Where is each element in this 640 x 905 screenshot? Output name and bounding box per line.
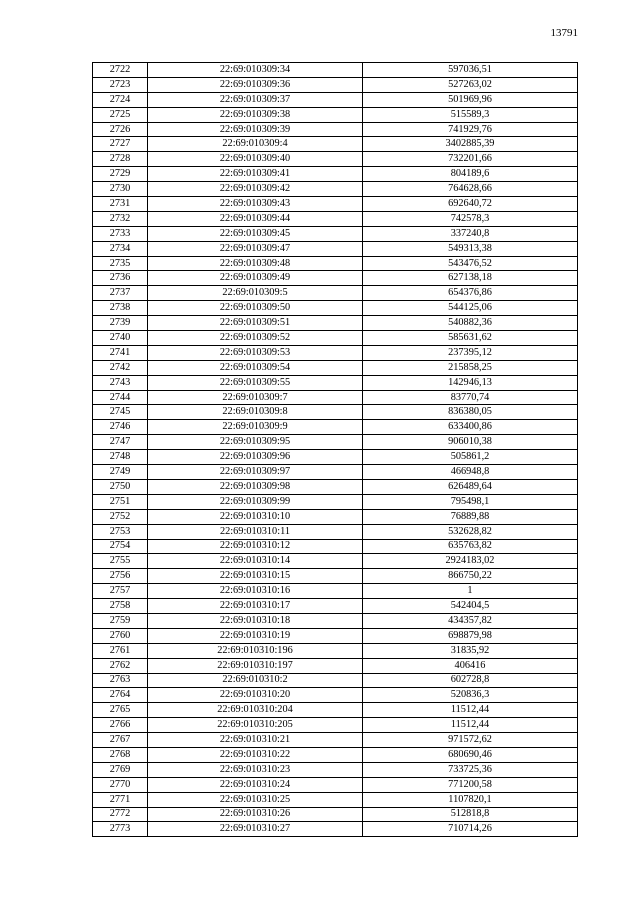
table-row <box>93 256 578 271</box>
table-row <box>93 92 578 107</box>
cadastral-value-cell: 215858,25 <box>363 360 578 375</box>
cadastral-value-cell: 764628,66 <box>363 182 578 197</box>
row-number-cell: 2745 <box>93 405 148 420</box>
cadastral-number-cell: 22:69:010309:38 <box>148 107 363 122</box>
cadastral-number-cell: 22:69:010310:196 <box>148 643 363 658</box>
row-number-cell: 2772 <box>93 807 148 822</box>
cadastral-value-cell: 1 <box>363 584 578 599</box>
cadastral-value-cell: 906010,38 <box>363 435 578 450</box>
cadastral-number-cell: 22:69:010310:25 <box>148 792 363 807</box>
cadastral-number-cell: 22:69:010309:8 <box>148 405 363 420</box>
row-number-cell: 2773 <box>93 822 148 837</box>
cadastral-value-cell: 733725,36 <box>363 762 578 777</box>
row-number-cell: 2760 <box>93 628 148 643</box>
cadastral-value-cell: 627138,18 <box>363 271 578 286</box>
cadastral-number-cell: 22:69:010310:12 <box>148 539 363 554</box>
row-number-cell: 2762 <box>93 658 148 673</box>
row-number-cell: 2742 <box>93 360 148 375</box>
table-row <box>93 703 578 718</box>
cadastral-number-cell: 22:69:010309:41 <box>148 167 363 182</box>
cadastral-value-cell: 795498,1 <box>363 494 578 509</box>
row-number-cell: 2726 <box>93 122 148 137</box>
cadastral-value-cell: 540882,36 <box>363 316 578 331</box>
cadastral-value-cell: 505861,2 <box>363 450 578 465</box>
table-row <box>93 420 578 435</box>
table-row <box>93 316 578 331</box>
table-row <box>93 688 578 703</box>
cadastral-number-cell: 22:69:010310:23 <box>148 762 363 777</box>
table-row <box>93 152 578 167</box>
cadastral-value-cell: 602728,8 <box>363 673 578 688</box>
row-number-cell: 2755 <box>93 554 148 569</box>
cadastral-number-cell: 22:69:010309:52 <box>148 331 363 346</box>
table-row <box>93 137 578 152</box>
row-number-cell: 2735 <box>93 256 148 271</box>
cadastral-value-cell: 542404,5 <box>363 599 578 614</box>
table-row <box>93 539 578 554</box>
table-body <box>93 63 578 837</box>
cadastral-number-cell: 22:69:010309:4 <box>148 137 363 152</box>
cadastral-value-cell: 597036,51 <box>363 63 578 78</box>
cadastral-number-cell: 22:69:010310:14 <box>148 554 363 569</box>
row-number-cell: 2750 <box>93 479 148 494</box>
row-number-cell: 2741 <box>93 345 148 360</box>
table-row <box>93 435 578 450</box>
cadastral-number-cell: 22:69:010310:26 <box>148 807 363 822</box>
cadastral-number-cell: 22:69:010309:51 <box>148 316 363 331</box>
row-number-cell: 2756 <box>93 569 148 584</box>
cadastral-number-cell: 22:69:010310:17 <box>148 599 363 614</box>
row-number-cell: 2761 <box>93 643 148 658</box>
table-row <box>93 226 578 241</box>
cadastral-value-cell: 543476,52 <box>363 256 578 271</box>
cadastral-value-cell: 654376,86 <box>363 286 578 301</box>
cadastral-value-cell: 2924183,02 <box>363 554 578 569</box>
cadastral-number-cell: 22:69:010309:55 <box>148 375 363 390</box>
cadastral-number-cell: 22:69:010310:20 <box>148 688 363 703</box>
cadastral-value-cell: 771200,58 <box>363 777 578 792</box>
cadastral-number-cell: 22:69:010310:205 <box>148 718 363 733</box>
cadastral-number-cell: 22:69:010310:204 <box>148 703 363 718</box>
row-number-cell: 2767 <box>93 733 148 748</box>
row-number-cell: 2737 <box>93 286 148 301</box>
table-row <box>93 733 578 748</box>
cadastral-number-cell: 22:69:010309:97 <box>148 465 363 480</box>
cadastral-number-cell: 22:69:010309:45 <box>148 226 363 241</box>
cadastral-value-cell: 633400,86 <box>363 420 578 435</box>
row-number-cell: 2766 <box>93 718 148 733</box>
row-number-cell: 2763 <box>93 673 148 688</box>
table-row <box>93 628 578 643</box>
table-row <box>93 584 578 599</box>
table-row <box>93 271 578 286</box>
row-number-cell: 2746 <box>93 420 148 435</box>
row-number-cell: 2724 <box>93 92 148 107</box>
cadastral-number-cell: 22:69:010310:21 <box>148 733 363 748</box>
table-row <box>93 360 578 375</box>
cadastral-value-cell: 76889,88 <box>363 509 578 524</box>
cadastral-value-cell: 1107820,1 <box>363 792 578 807</box>
cadastral-value-cell: 680690,46 <box>363 747 578 762</box>
table-row <box>93 718 578 733</box>
cadastral-number-cell: 22:69:010310:10 <box>148 509 363 524</box>
row-number-cell: 2722 <box>93 63 148 78</box>
table-row <box>93 554 578 569</box>
cadastral-value-cell: 31835,92 <box>363 643 578 658</box>
cadastral-number-cell: 22:69:010309:50 <box>148 301 363 316</box>
cadastral-number-cell: 22:69:010309:36 <box>148 77 363 92</box>
table-row <box>93 345 578 360</box>
table-row <box>93 301 578 316</box>
row-number-cell: 2731 <box>93 197 148 212</box>
row-number-cell: 2729 <box>93 167 148 182</box>
row-number-cell: 2758 <box>93 599 148 614</box>
row-number-cell: 2768 <box>93 747 148 762</box>
cadastral-value-cell: 237395,12 <box>363 345 578 360</box>
cadastral-value-cell: 732201,66 <box>363 152 578 167</box>
cadastral-value-cell: 434357,82 <box>363 613 578 628</box>
table-row <box>93 643 578 658</box>
cadastral-number-cell: 22:69:010310:16 <box>148 584 363 599</box>
cadastral-number-cell: 22:69:010309:98 <box>148 479 363 494</box>
cadastral-number-cell: 22:69:010309:7 <box>148 390 363 405</box>
cadastral-number-cell: 22:69:010309:47 <box>148 241 363 256</box>
row-number-cell: 2764 <box>93 688 148 703</box>
table-row <box>93 241 578 256</box>
cadastral-value-cell: 532628,82 <box>363 524 578 539</box>
cadastral-number-cell: 22:69:010309:54 <box>148 360 363 375</box>
cadastral-value-cell: 971572,62 <box>363 733 578 748</box>
row-number-cell: 2743 <box>93 375 148 390</box>
cadastral-value-cell: 742578,3 <box>363 211 578 226</box>
cadastral-value-cell: 585631,62 <box>363 331 578 346</box>
table-row <box>93 807 578 822</box>
cadastral-number-cell: 22:69:010309:95 <box>148 435 363 450</box>
cadastral-number-cell: 22:69:010310:24 <box>148 777 363 792</box>
row-number-cell: 2769 <box>93 762 148 777</box>
row-number-cell: 2734 <box>93 241 148 256</box>
cadastral-value-cell: 515589,3 <box>363 107 578 122</box>
cadastral-value-cell: 836380,05 <box>363 405 578 420</box>
cadastral-number-cell: 22:69:010310:27 <box>148 822 363 837</box>
cadastral-number-cell: 22:69:010309:99 <box>148 494 363 509</box>
table-row <box>93 613 578 628</box>
cadastral-value-cell: 466948,8 <box>363 465 578 480</box>
table-row <box>93 822 578 837</box>
table-row <box>93 167 578 182</box>
table-row <box>93 197 578 212</box>
table-row <box>93 509 578 524</box>
table-row <box>93 63 578 78</box>
cadastral-number-cell: 22:69:010309:43 <box>148 197 363 212</box>
cadastral-value-cell: 698879,98 <box>363 628 578 643</box>
table-row <box>93 182 578 197</box>
table-row <box>93 569 578 584</box>
row-number-cell: 2740 <box>93 331 148 346</box>
row-number-cell: 2748 <box>93 450 148 465</box>
cadastral-number-cell: 22:69:010309:37 <box>148 92 363 107</box>
cadastral-number-cell: 22:69:010309:40 <box>148 152 363 167</box>
cadastral-value-cell: 3402885,39 <box>363 137 578 152</box>
cadastral-value-cell: 337240,8 <box>363 226 578 241</box>
table-row <box>93 77 578 92</box>
cadastral-value-cell: 710714,26 <box>363 822 578 837</box>
cadastral-value-cell: 544125,06 <box>363 301 578 316</box>
cadastral-number-cell: 22:69:010309:53 <box>148 345 363 360</box>
cadastral-number-cell: 22:69:010309:42 <box>148 182 363 197</box>
row-number-cell: 2732 <box>93 211 148 226</box>
table-row <box>93 450 578 465</box>
row-number-cell: 2728 <box>93 152 148 167</box>
cadastral-number-cell: 22:69:010310:197 <box>148 658 363 673</box>
row-number-cell: 2736 <box>93 271 148 286</box>
table-row <box>93 479 578 494</box>
cadastral-number-cell: 22:69:010309:48 <box>148 256 363 271</box>
cadastral-value-table <box>92 62 578 837</box>
cadastral-value-cell: 692640,72 <box>363 197 578 212</box>
cadastral-value-cell: 635763,82 <box>363 539 578 554</box>
row-number-cell: 2751 <box>93 494 148 509</box>
row-number-cell: 2765 <box>93 703 148 718</box>
row-number-cell: 2733 <box>93 226 148 241</box>
table-row <box>93 762 578 777</box>
cadastral-number-cell: 22:69:010309:96 <box>148 450 363 465</box>
cadastral-value-cell: 741929,76 <box>363 122 578 137</box>
table-row <box>93 211 578 226</box>
table-row <box>93 465 578 480</box>
cadastral-value-cell: 83770,74 <box>363 390 578 405</box>
row-number-cell: 2770 <box>93 777 148 792</box>
cadastral-value-cell: 866750,22 <box>363 569 578 584</box>
row-number-cell: 2759 <box>93 613 148 628</box>
table-row <box>93 524 578 539</box>
row-number-cell: 2725 <box>93 107 148 122</box>
cadastral-value-cell: 11512,44 <box>363 718 578 733</box>
table-row <box>93 107 578 122</box>
cadastral-value-cell: 142946,13 <box>363 375 578 390</box>
cadastral-value-cell: 549313,38 <box>363 241 578 256</box>
table-row <box>93 331 578 346</box>
table-row <box>93 777 578 792</box>
table-row <box>93 286 578 301</box>
row-number-cell: 2739 <box>93 316 148 331</box>
row-number-cell: 2727 <box>93 137 148 152</box>
cadastral-number-cell: 22:69:010310:19 <box>148 628 363 643</box>
cadastral-number-cell: 22:69:010309:39 <box>148 122 363 137</box>
table-row <box>93 792 578 807</box>
table-row <box>93 494 578 509</box>
cadastral-value-cell: 512818,8 <box>363 807 578 822</box>
table-row <box>93 658 578 673</box>
cadastral-number-cell: 22:69:010309:34 <box>148 63 363 78</box>
table-row <box>93 405 578 420</box>
table-row <box>93 375 578 390</box>
cadastral-number-cell: 22:69:010309:44 <box>148 211 363 226</box>
row-number-cell: 2753 <box>93 524 148 539</box>
cadastral-value-cell: 406416 <box>363 658 578 673</box>
cadastral-value-cell: 501969,96 <box>363 92 578 107</box>
page-number: 13791 <box>550 27 578 39</box>
row-number-cell: 2744 <box>93 390 148 405</box>
cadastral-number-cell: 22:69:010310:11 <box>148 524 363 539</box>
cadastral-number-cell: 22:69:010310:22 <box>148 747 363 762</box>
row-number-cell: 2754 <box>93 539 148 554</box>
cadastral-value-cell: 11512,44 <box>363 703 578 718</box>
cadastral-value-cell: 804189,6 <box>363 167 578 182</box>
table-row <box>93 747 578 762</box>
row-number-cell: 2752 <box>93 509 148 524</box>
table-row <box>93 122 578 137</box>
cadastral-number-cell: 22:69:010309:49 <box>148 271 363 286</box>
row-number-cell: 2723 <box>93 77 148 92</box>
table-row <box>93 673 578 688</box>
table-row <box>93 599 578 614</box>
cadastral-number-cell: 22:69:010310:15 <box>148 569 363 584</box>
cadastral-number-cell: 22:69:010309:9 <box>148 420 363 435</box>
cadastral-number-cell: 22:69:010310:18 <box>148 613 363 628</box>
table-row <box>93 390 578 405</box>
cadastral-number-cell: 22:69:010310:2 <box>148 673 363 688</box>
row-number-cell: 2747 <box>93 435 148 450</box>
row-number-cell: 2757 <box>93 584 148 599</box>
row-number-cell: 2730 <box>93 182 148 197</box>
cadastral-value-cell: 527263,02 <box>363 77 578 92</box>
row-number-cell: 2738 <box>93 301 148 316</box>
row-number-cell: 2771 <box>93 792 148 807</box>
cadastral-value-cell: 626489,64 <box>363 479 578 494</box>
row-number-cell: 2749 <box>93 465 148 480</box>
cadastral-number-cell: 22:69:010309:5 <box>148 286 363 301</box>
cadastral-value-cell: 520836,3 <box>363 688 578 703</box>
